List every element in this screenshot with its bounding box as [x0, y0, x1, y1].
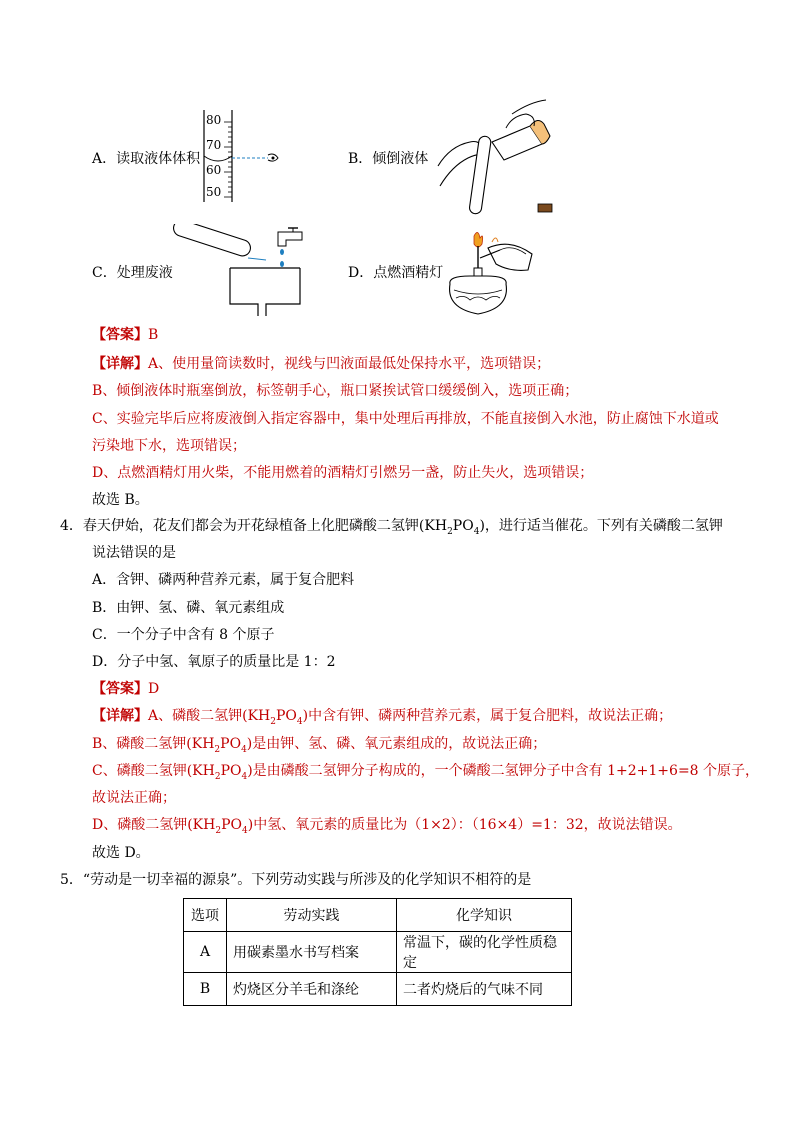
- q4-explain-line-2: B、磷酸二氢钾$(KH_2PO_4)$是由钾、氢、磷、氧元素组成的，故说法正确；: [92, 736, 547, 755]
- row-a-option: A: [184, 932, 227, 973]
- q3-explain-line-1: 【详解】A、使用量筒读数时，视线与凹液面最低处保持水平，选项错误；: [92, 356, 551, 372]
- table-row: [184, 973, 572, 1006]
- q4-explain-line-4: D、磷酸二氢钾$(KH_2PO_4)$中氢、氧元素的质量比为（1×2）：（16×4）=1：32，故说法错误。: [92, 817, 682, 836]
- q4-option-c: C．一个分子中含有 8 个原子: [92, 627, 275, 643]
- header-practice: 劳动实践: [227, 899, 397, 932]
- q3-answer: 【答案】B: [92, 327, 159, 343]
- tick-60: 60: [206, 163, 222, 177]
- q4-option-d: D．分子中氢、氧原子的质量比是 1：2: [92, 654, 336, 670]
- q4-explain-line-3b: 故说法正确；: [92, 790, 176, 806]
- row-b-practice: 灼烧区分羊毛和涤纶: [227, 973, 397, 1006]
- header-knowledge: 化学知识: [397, 899, 572, 932]
- header-option: 选项: [184, 899, 227, 932]
- table-row: [184, 932, 572, 973]
- q5-table: [183, 898, 572, 1006]
- q4-explain-line-3: C、磷酸二氢钾$(KH_2PO_4)$是由磷酸二氢钾分子构成的，一个磷酸二氢钾分子中含有 1+2+1+6=8 个原子，: [92, 763, 760, 782]
- q4-conclusion: 故选 D。: [92, 845, 150, 861]
- q3-explain-line-2: B、倾倒液体时瓶塞倒放，标签朝手心，瓶口紧挨试管口缓缓倒入，选项正确；: [92, 383, 579, 399]
- option-d-label: D．点燃酒精灯: [348, 265, 444, 281]
- q4-stem-line-1: 4．春天伊始，花友们都会为开花绿植备上化肥磷酸二氢钾$(KH_2PO_4)$，进行适当催花。下列有关磷酸二氢钾: [60, 518, 723, 537]
- waste-liquid-figure: [170, 224, 310, 316]
- option-c-label: C．处理废液: [92, 265, 173, 281]
- q4-explain-line-1: 【详解】A、磷酸二氢钾$(KH_2PO_4)$中含有钾、磷两种营养元素，属于复合肥料，故说法正确；: [92, 708, 673, 727]
- pouring-liquid-figure: [430, 96, 560, 218]
- row-b-knowledge: 二者灼烧后的气味不同: [397, 973, 572, 1006]
- tick-70: 70: [206, 138, 222, 152]
- row-a-knowledge: 常温下，碳的化学性质稳定: [397, 932, 572, 973]
- q4-option-a: A．含钾、磷两种营养元素，属于复合肥料: [92, 572, 355, 588]
- q3-explain-line-4: D、点燃酒精灯用火柴，不能用燃着的酒精灯引燃另一盏，防止失火，选项错误；: [92, 465, 594, 481]
- q4-answer: 【答案】D: [92, 681, 160, 697]
- row-b-option: B: [184, 973, 227, 1006]
- table-header-row: [184, 899, 572, 932]
- tick-80: 80: [206, 113, 222, 127]
- q4-option-b: B．由钾、氢、磷、氧元素组成: [92, 600, 285, 616]
- option-b-label: B．倾倒液体: [348, 151, 429, 167]
- tick-50: 50: [206, 185, 222, 199]
- q5-stem: 5．“劳动是一切幸福的源泉”。下列劳动实践与所涉及的化学知识不相符的是: [60, 872, 532, 888]
- alcohol-lamp-figure: [440, 228, 540, 320]
- q4-stem-line-2: 说法错误的是: [92, 545, 176, 561]
- q3-conclusion: 故选 B。: [92, 492, 149, 508]
- row-a-practice: 用碳素墨水书写档案: [227, 932, 397, 973]
- q3-explain-line-3b: 污染地下水，选项错误；: [92, 438, 246, 454]
- q3-explain-line-3: C、实验完毕后应将废液倒入指定容器中，集中处理后再排放，不能直接倒入水池，防止腐蚀下水道或: [92, 411, 719, 427]
- option-a-label: A．读取液体体积: [92, 151, 201, 167]
